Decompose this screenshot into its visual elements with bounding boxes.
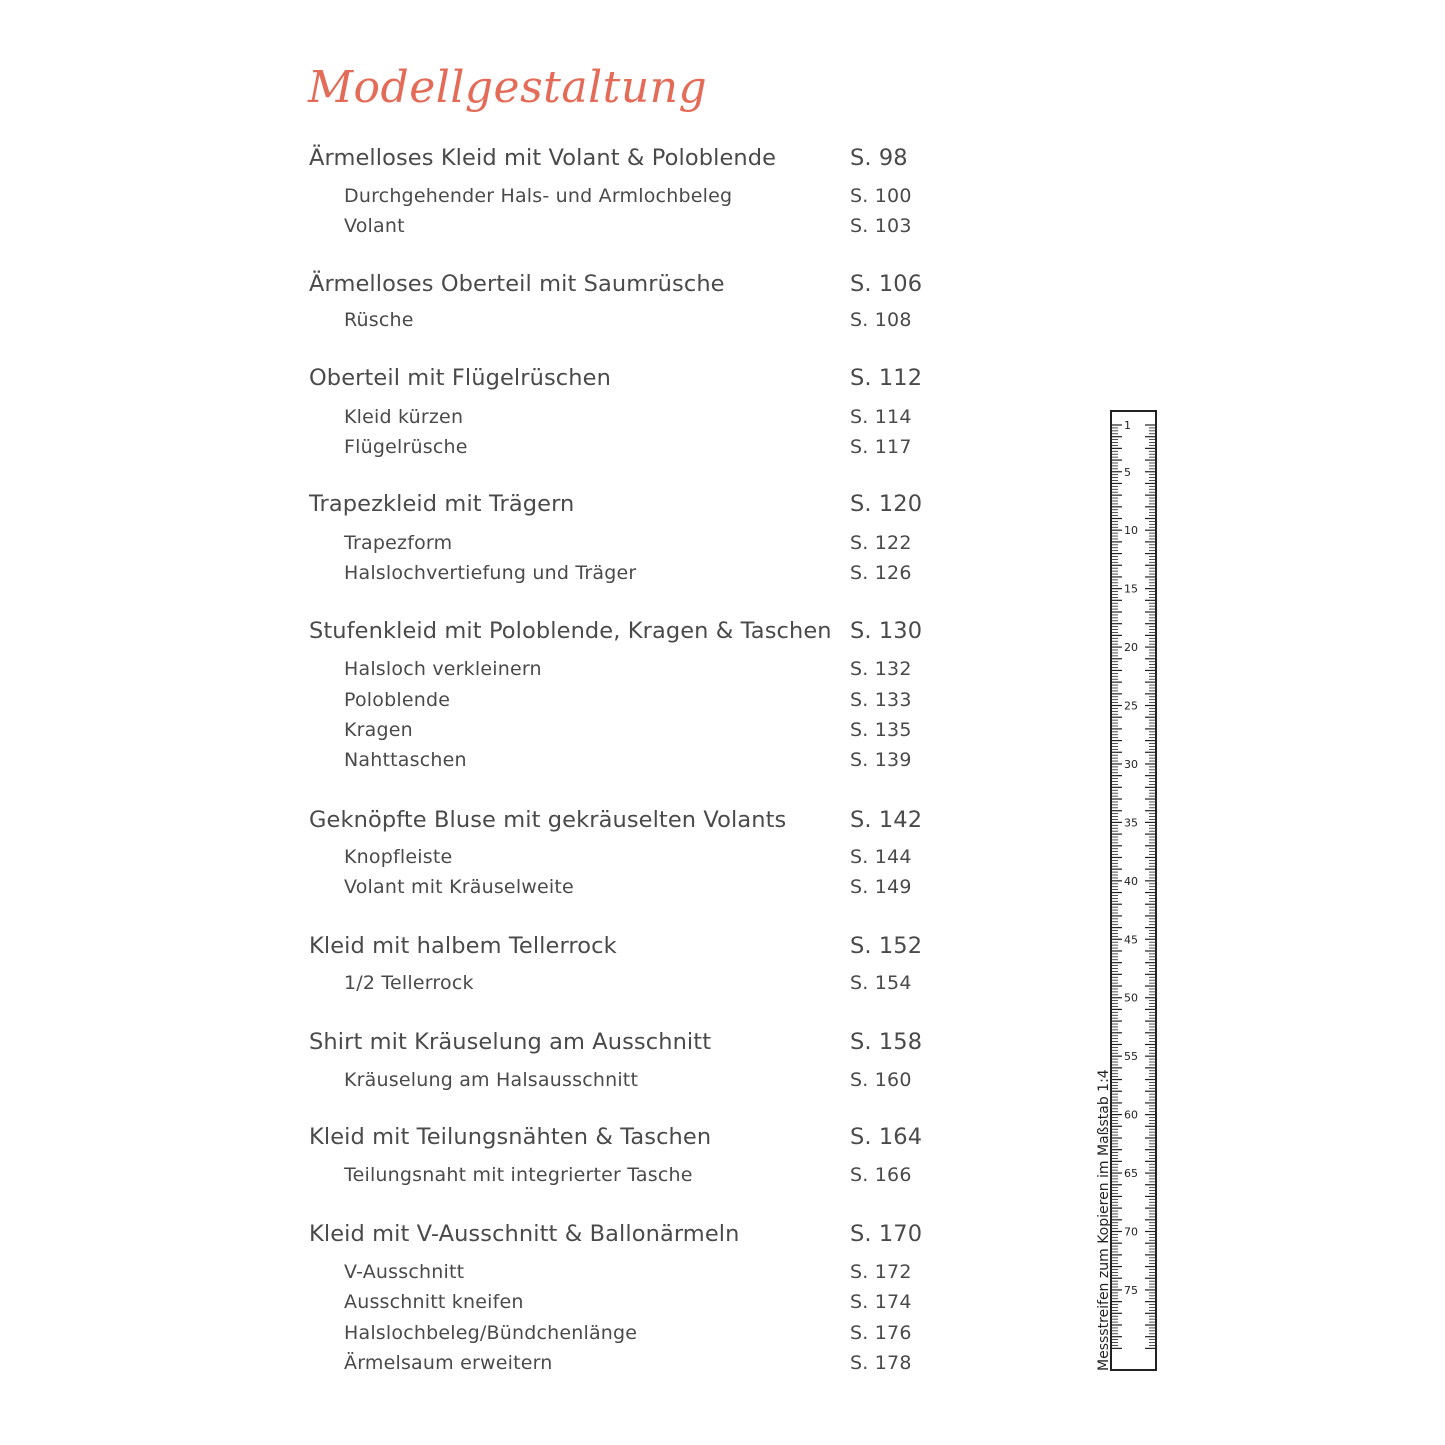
ruler-label: 50 xyxy=(1124,991,1138,1005)
toc-subentry-title: Nahttaschen xyxy=(344,749,467,771)
ruler-label: 65 xyxy=(1124,1167,1138,1181)
toc-entry-title: Ärmelloses Kleid mit Volant & Poloblende xyxy=(309,145,777,171)
toc-subentry-title: Halslochvertiefung und Träger xyxy=(344,562,637,584)
toc-page-number: S. 126 xyxy=(850,562,912,584)
toc-subentry-title: Kragen xyxy=(344,719,413,741)
toc-page-number: S. 152 xyxy=(850,933,923,959)
toc-page-number: S. 160 xyxy=(850,1069,912,1091)
toc-entry-title: Geknöpfte Bluse mit gekräuselten Volants xyxy=(309,807,787,833)
toc-page-number: S. 108 xyxy=(850,309,912,331)
toc-page-number: S. 120 xyxy=(850,491,923,517)
ruler-label: 60 xyxy=(1124,1108,1138,1122)
toc-page-number: S. 106 xyxy=(850,271,923,297)
toc-entry-title: Kleid mit Teilungsnähten & Taschen xyxy=(309,1124,712,1150)
page-title: Modellgestaltung xyxy=(308,62,708,113)
toc-page-number: S. 149 xyxy=(850,876,912,898)
toc-entry-title: Shirt mit Kräuselung am Ausschnitt xyxy=(309,1029,712,1055)
toc-entry-title: Kleid mit halbem Tellerrock xyxy=(309,933,617,959)
ruler-label: 1 xyxy=(1124,419,1131,432)
toc-page-number: S. 103 xyxy=(850,215,912,237)
toc-page-number: S. 144 xyxy=(850,846,912,868)
ruler-scale xyxy=(1112,412,1159,1373)
toc-subentry-title: Flügelrüsche xyxy=(344,436,468,458)
toc-page-number: S. 178 xyxy=(850,1352,912,1374)
toc-entry-title: Oberteil mit Flügelrüschen xyxy=(309,365,611,391)
toc-subentry-title: V-Ausschnitt xyxy=(344,1261,465,1283)
toc-page-number: S. 154 xyxy=(850,972,912,994)
toc-page-number: S. 98 xyxy=(850,145,908,171)
ruler-label: 20 xyxy=(1124,641,1138,655)
ruler-label: 70 xyxy=(1124,1225,1138,1239)
toc-page-number: S. 158 xyxy=(850,1029,923,1055)
toc-subentry-title: Halslochbeleg/Bündchenlänge xyxy=(344,1322,638,1344)
toc-subentry-title: Ausschnitt kneifen xyxy=(344,1291,524,1313)
toc-entry-title: Kleid mit V-Ausschnitt & Ballonärmeln xyxy=(309,1221,740,1247)
toc-subentry-title: Ärmelsaum erweitern xyxy=(344,1352,553,1374)
toc-subentry-title: Knopfleiste xyxy=(344,846,453,868)
ruler-label: 30 xyxy=(1124,757,1138,771)
toc-page-number: S. 176 xyxy=(850,1322,912,1344)
toc-page-number: S. 135 xyxy=(850,719,912,741)
toc-page-number: S. 132 xyxy=(850,658,912,680)
toc-page-number: S. 114 xyxy=(850,406,912,428)
toc-entry-title: Ärmelloses Oberteil mit Saumrüsche xyxy=(309,271,725,297)
toc-subentry-title: Kleid kürzen xyxy=(344,406,464,428)
toc-page-number: S. 166 xyxy=(850,1164,912,1186)
ruler-label: 40 xyxy=(1124,874,1138,888)
toc-page-number: S. 172 xyxy=(850,1261,912,1283)
toc-page-number: S. 164 xyxy=(850,1124,923,1150)
toc-subentry-title: Volant mit Kräuselweite xyxy=(344,876,574,898)
toc-page-number: S. 112 xyxy=(850,365,923,391)
toc-subentry-title: Teilungsnaht mit integrierter Tasche xyxy=(344,1164,693,1186)
measuring-strip xyxy=(1110,410,1157,1371)
ruler-caption: Messstreifen zum Kopieren im Maßstab 1:4 xyxy=(1096,1069,1112,1371)
toc-page-number: S. 133 xyxy=(850,689,912,711)
toc-page-number: S. 170 xyxy=(850,1221,923,1247)
toc-subentry-title: Halsloch verkleinern xyxy=(344,658,542,680)
toc-page-number: S. 122 xyxy=(850,532,912,554)
toc-page-number: S. 130 xyxy=(850,618,923,644)
toc-subentry-title: Durchgehender Hals- und Armlochbeleg xyxy=(344,185,733,207)
ruler-label: 10 xyxy=(1124,524,1138,538)
toc-page-number: S. 139 xyxy=(850,749,912,771)
toc-subentry-title: Trapezform xyxy=(344,532,453,554)
toc-entry-title: Trapezkleid mit Trägern xyxy=(309,491,575,517)
toc-page-number: S. 142 xyxy=(850,807,923,833)
ruler-label: 45 xyxy=(1124,933,1138,947)
toc-page-number: S. 100 xyxy=(850,185,912,207)
toc-entry-title: Stufenkleid mit Poloblende, Kragen & Taschen xyxy=(309,618,832,644)
toc-page-number: S. 117 xyxy=(850,436,912,458)
toc-subentry-title: Poloblende xyxy=(344,689,451,711)
ruler-label: 5 xyxy=(1124,465,1131,479)
toc-subentry-title: 1/2 Tellerrock xyxy=(344,972,474,994)
ruler-label: 75 xyxy=(1124,1283,1138,1297)
ruler-label: 25 xyxy=(1124,699,1138,713)
ruler-label: 35 xyxy=(1124,816,1138,830)
toc-subentry-title: Rüsche xyxy=(344,309,414,331)
toc-subentry-title: Volant xyxy=(344,215,405,237)
toc-subentry-title: Kräuselung am Halsausschnitt xyxy=(344,1069,639,1091)
toc-page-number: S. 174 xyxy=(850,1291,912,1313)
ruler-label: 55 xyxy=(1124,1050,1138,1064)
ruler-label: 15 xyxy=(1124,582,1138,596)
